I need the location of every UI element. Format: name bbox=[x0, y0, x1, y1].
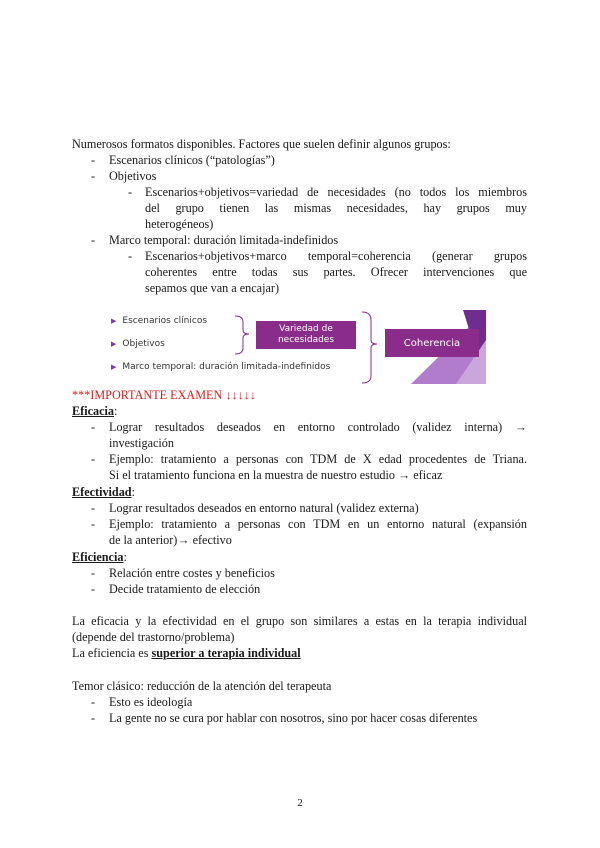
eficacia-item2-line2: Si el tratamiento funciona en la muestra de nuestro estudio → eficaz bbox=[109, 468, 443, 482]
diagram-item-marco: ▶ Marco temporal: duración limitada-indefinidos bbox=[111, 362, 331, 372]
subitem-variedad-line3: heterogéneos) bbox=[145, 217, 214, 231]
brace-right bbox=[362, 312, 377, 383]
bullet-dash: - bbox=[91, 153, 96, 167]
bullet-dash: - bbox=[128, 249, 133, 263]
efectividad-item2-line1: Ejemplo: tratamiento a personas con TDM en un entorno natural (expansión bbox=[109, 517, 527, 531]
item-objetivos: Objetivos bbox=[109, 169, 157, 183]
important-exam-note: ***IMPORTANTE EXAMEN ↓↓↓↓↓ bbox=[72, 388, 256, 402]
page-number: 2 bbox=[297, 797, 303, 809]
eficacia-item2-line1: Ejemplo: tratamiento a personas con TDM de X edad procedentes de Triana. bbox=[109, 452, 527, 466]
intro-text: Numerosos formatos disponibles. Factores que suelen definir algunos grupos: bbox=[72, 137, 451, 151]
variedad-box-line2: necesidades bbox=[277, 335, 335, 345]
diagram-item-escenarios: ▶ Escenarios clínicos bbox=[111, 316, 208, 326]
efectividad-heading: Efectividad: bbox=[72, 485, 135, 499]
eficiencia-item2: Decide tratamiento de elección bbox=[109, 582, 261, 596]
diagram-item-objetivos: ▶ Objetivos bbox=[111, 339, 165, 349]
bullet-dash: - bbox=[91, 582, 96, 596]
bullet-dash: - bbox=[128, 185, 133, 199]
subitem-variedad-line1: Escenarios+objetivos=variedad de necesidades (no todos los miembros bbox=[145, 185, 527, 199]
variedad-box-line1: Variedad de bbox=[279, 324, 333, 334]
triangle-bullet-icon: ▶ bbox=[111, 317, 117, 325]
item-escenarios: Escenarios clínicos (“patologías”) bbox=[109, 153, 275, 167]
subitem-coherencia-line1: Escenarios+objetivos+marco temporal=coherencia (generar grupos bbox=[145, 249, 527, 263]
coherencia-box: Coherencia bbox=[385, 329, 479, 357]
eficiencia-item1: Relación entre costes y beneficios bbox=[109, 566, 275, 580]
item-marco-temporal: Marco temporal: duración limitada-indefinidos bbox=[109, 233, 339, 247]
bullet-dash: - bbox=[91, 420, 96, 434]
paragraph-eficiencia: La eficiencia es superior a terapia individual bbox=[72, 646, 301, 660]
triangle-bullet-icon: ▶ bbox=[111, 363, 117, 371]
bullet-dash: - bbox=[91, 566, 96, 580]
bullet-dash: - bbox=[91, 169, 96, 183]
bullet-dash: - bbox=[91, 501, 96, 515]
subitem-coherencia-line3: sepamos que van a encajar) bbox=[145, 281, 279, 295]
factors-diagram bbox=[111, 310, 486, 384]
bullet-dash: - bbox=[91, 711, 96, 725]
variedad-necesidades-box bbox=[256, 321, 356, 349]
bullet-dash: - bbox=[91, 452, 96, 466]
bullet-dash: - bbox=[91, 233, 96, 247]
eficacia-heading: Eficacia: bbox=[72, 404, 118, 418]
temor-heading: Temor clásico: reducción de la atención del terapeuta bbox=[72, 679, 332, 693]
triangle-bullet-icon: ▶ bbox=[111, 340, 117, 348]
brace-left bbox=[235, 316, 249, 354]
bullet-dash: - bbox=[91, 695, 96, 709]
subitem-coherencia-line2: coherentes entre todas sus partes. Ofrecer intervenciones que bbox=[145, 265, 527, 279]
paragraph-eficacia-line1: La eficacia y la efectividad en el grupo son similares a estas en la terapia individual bbox=[72, 614, 527, 628]
eficacia-item1-line1: Lograr resultados deseados en entorno controlado (validez interna) → bbox=[109, 420, 527, 434]
subitem-variedad-line2: del grupo tienen las mismas necesidades, hay grupos muy bbox=[145, 201, 527, 215]
eficacia-item1-line2: investigación bbox=[109, 436, 174, 450]
efectividad-item2-line2: de la anterior)→ efectivo bbox=[109, 533, 232, 547]
paragraph-eficacia-line2: (depende del trastorno/problema) bbox=[72, 630, 235, 644]
bullet-dash: - bbox=[91, 517, 96, 531]
efectividad-item1: Lograr resultados deseados en entorno natural (validez externa) bbox=[109, 501, 419, 515]
temor-item2: La gente no se cura por hablar con nosotros, sino por hacer cosas diferentes bbox=[109, 711, 478, 725]
temor-item1: Esto es ideología bbox=[109, 695, 193, 709]
eficiencia-heading: Eficiencia: bbox=[72, 550, 127, 564]
